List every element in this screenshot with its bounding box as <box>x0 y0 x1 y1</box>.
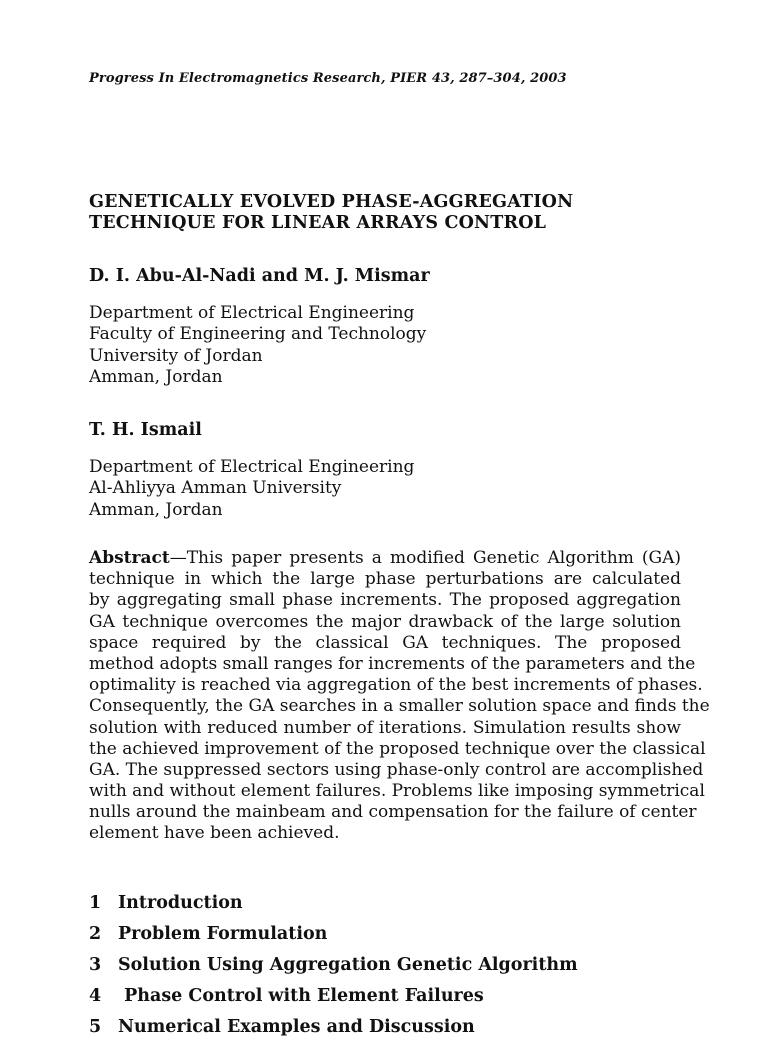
abstract-line: method adopts small ranges for increments of the parameters and the <box>89 653 696 674</box>
toc-label: Numerical Examples and Discussion <box>118 1017 475 1037</box>
abstract-line: GA technique overcomes the major drawback of the large solution <box>89 611 681 632</box>
abstract-line: space required by the classical GA techniques. The proposed <box>89 632 681 653</box>
abstract-first-line-text: —This paper presents a modified Genetic Algorithm (GA) <box>169 548 681 568</box>
title-line-1: GENETICALLY EVOLVED PHASE-AGGREGATION <box>89 192 574 212</box>
toc-number: 1 <box>89 893 102 913</box>
toc-label: Phase Control with Element Failures <box>118 986 484 1006</box>
abstract <box>89 548 710 845</box>
toc-item <box>89 1016 681 1047</box>
affiliation-second <box>89 457 414 521</box>
toc-number: 5 <box>89 1017 102 1037</box>
toc-number: 4 <box>89 986 102 1006</box>
affiliation-line: Amman, Jordan <box>89 499 223 520</box>
affiliation-line: Amman, Jordan <box>89 366 223 387</box>
affiliation-line: Al-Ahliyya Amman University <box>89 478 342 499</box>
abstract-line: nulls around the mainbeam and compensation for the failure of center <box>89 802 697 823</box>
abstract-label: Abstract <box>89 548 170 568</box>
abstract-line: GA. The suppressed sectors using phase-only control are accomplished <box>89 759 704 780</box>
abstract-line: Consequently, the GA searches in a smaller solution space and finds the <box>89 696 710 717</box>
toc-item <box>89 985 681 1016</box>
toc-label: Solution Using Aggregation Genetic Algorithm <box>118 955 578 975</box>
abstract-line <box>89 548 681 569</box>
title-line-2: TECHNIQUE FOR LINEAR ARRAYS CONTROL <box>89 213 547 233</box>
abstract-line: with and without element failures. Problems like imposing symmetrical <box>89 781 705 802</box>
abstract-line: the achieved improvement of the proposed technique over the classical <box>89 738 706 759</box>
affiliation-first <box>89 303 426 388</box>
abstract-line: optimality is reached via aggregation of the best increments of phases. <box>89 675 703 696</box>
toc-item <box>89 892 681 923</box>
affiliation-line: Department of Electrical Engineering <box>89 303 415 323</box>
paper-title <box>89 192 681 234</box>
toc-label: Introduction <box>118 893 243 913</box>
abstract-line: technique in which the large phase perturbations are calculated <box>89 569 681 590</box>
journal-header: Progress In Electromagnetics Research, PIER 43, 287–304, 2003 <box>89 71 567 86</box>
abstract-line: solution with reduced number of iterations. Simulation results show <box>89 717 681 738</box>
abstract-line: by aggregating small phase increments. The proposed aggregation <box>89 590 681 611</box>
affiliation-line: Department of Electrical Engineering <box>89 457 415 477</box>
authors-second: T. H. Ismail <box>89 420 202 440</box>
authors-first: D. I. Abu-Al-Nadi and M. J. Mismar <box>89 266 430 286</box>
abstract-line: element have been achieved. <box>89 823 340 844</box>
toc-item <box>89 923 681 954</box>
toc-item <box>89 954 681 985</box>
affiliation-line: Faculty of Engineering and Technology <box>89 324 427 345</box>
toc-number: 2 <box>89 924 102 944</box>
affiliation-line: University of Jordan <box>89 345 263 366</box>
toc-number: 3 <box>89 955 102 975</box>
toc-label: Problem Formulation <box>118 924 328 944</box>
